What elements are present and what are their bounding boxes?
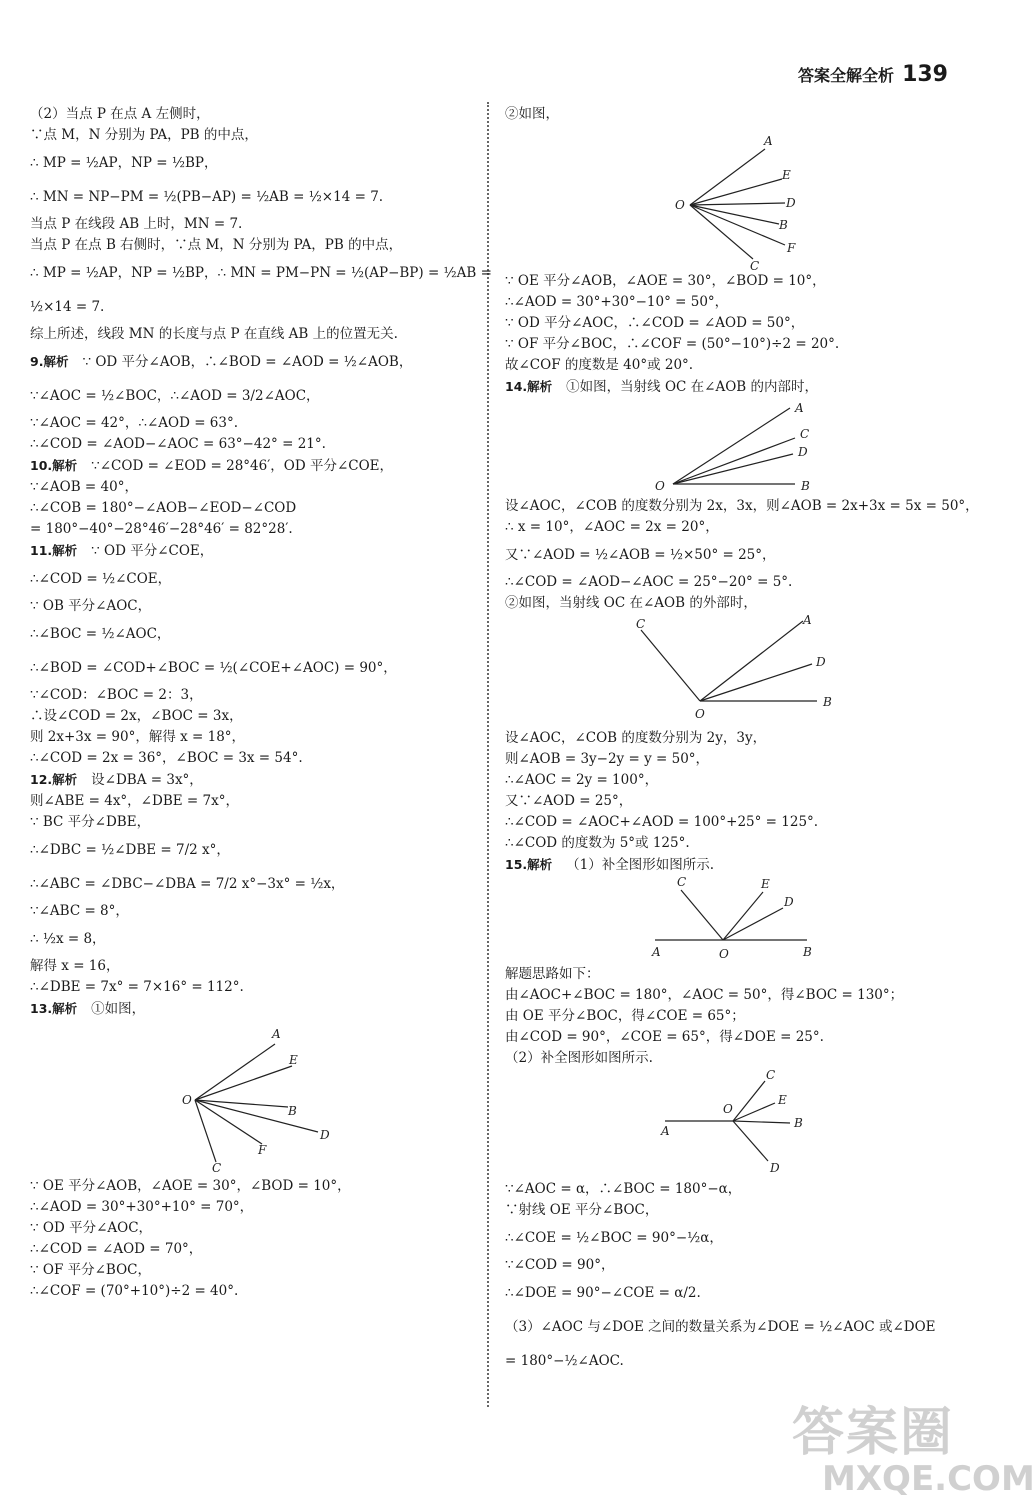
ray — [690, 149, 765, 205]
point-label: E — [782, 168, 791, 182]
text-line: 解题思路如下： — [505, 966, 600, 982]
text-line: 则∠ABE = 4x°，∠DBE = 7x°， — [30, 793, 239, 809]
text-line: （2）补全图形如图所示. — [505, 1050, 653, 1066]
header-title: 答案全解全析 — [798, 66, 895, 85]
text-line: ∴∠DBC = ½∠DBE = 7/2 x°， — [30, 842, 230, 858]
text-line: 综上所述，线段 MN 的长度与点 P 在直线 AB 上的位置无关. — [30, 326, 398, 342]
figure-q13-2 — [505, 127, 960, 273]
figure-q13-1 — [30, 1022, 480, 1175]
point-label: D — [320, 1128, 330, 1142]
text-line: ∴∠AOD = 30°+30°−10° = 50°， — [505, 294, 729, 310]
point-label: C — [677, 875, 687, 889]
point-label: E — [761, 877, 770, 891]
ray — [195, 1066, 292, 1100]
point-label: D — [786, 196, 796, 210]
text-line: = 180°−40°−28°46′−28°46′ = 82°28′. — [30, 521, 293, 537]
text-line: ½×14 = 7. — [30, 299, 105, 315]
text-line: ∵ OD 平分∠AOC，∴∠COD = ∠AOD = 50°， — [505, 315, 805, 331]
text-line: ∴ x = 10°，∠AOC = 2x = 20°， — [505, 519, 719, 535]
line-text: ∵ OD 平分∠AOB，∴∠BOD = ∠AOD = ½∠AOB， — [82, 354, 413, 370]
point-label: A — [661, 1124, 670, 1138]
text-line: = 180°−½∠AOC. — [505, 1353, 624, 1369]
line-text: ∵ OD 平分∠COE， — [91, 543, 214, 559]
text-line: 故∠COF 的度数是 40°或 20°. — [505, 357, 694, 373]
text-line: ∵∠AOC = ½∠BOC，∴∠AOD = 3/2∠AOC， — [30, 388, 320, 404]
point-label: E — [289, 1053, 298, 1067]
figure-q14-2 — [505, 613, 960, 724]
text-line: ∵∠AOC = α，∴∠BOC = 180°−α， — [505, 1181, 742, 1197]
point-label: F — [787, 241, 796, 255]
point-label: C — [636, 617, 646, 631]
point-label: B — [803, 945, 812, 959]
text-line: ②如图，当射线 OC 在∠AOB 的外部时， — [505, 595, 757, 611]
text-line: ∴∠COD 的度数为 5°或 125°. — [505, 835, 690, 851]
text-line — [30, 345, 480, 379]
text-line: ∴∠BOD = ∠COD+∠BOC = ½(∠COE+∠AOC) = 90°， — [30, 660, 397, 676]
line-text: （1）补全图形如图所示. — [566, 857, 715, 873]
text-line: 设∠AOC，∠COB 的度数分别为 2x，3x，则∠AOB = 2x+3x = 5x = 50°， — [505, 498, 979, 514]
ray — [700, 664, 812, 701]
text-line: ∵ OE 平分∠AOB，∠AOE = 30°，∠BOD = 10°， — [30, 1178, 351, 1194]
column-divider — [487, 102, 489, 1407]
point-label: A — [803, 613, 812, 627]
text-line — [30, 455, 480, 477]
ray — [690, 179, 782, 205]
text-line: ∴ MP = ½AP，NP = ½BP， — [30, 155, 218, 171]
text-line: ∵∠ABC = 8°， — [30, 903, 129, 919]
line-text: 设∠DBA = 3x°， — [91, 772, 203, 788]
text-line: ∵ OB 平分∠AOC， — [30, 598, 152, 614]
text-line: ∴∠AOD = 30°+30°+10° = 70°， — [30, 1199, 254, 1215]
text-line: ∴∠DBE = 7x° = 7×16° = 112°. — [30, 979, 244, 995]
line-text: ①如图，当射线 OC 在∠AOB 的内部时， — [566, 379, 818, 395]
point-label: D — [784, 895, 794, 909]
ray — [700, 621, 803, 701]
point-label: O — [719, 947, 729, 961]
figure-q15-1 — [505, 875, 960, 961]
text-line: ∵∠COD = 90°， — [505, 1257, 615, 1273]
text-line: ∵ OE 平分∠AOB，∠AOE = 30°，∠BOD = 10°， — [505, 273, 826, 289]
ray — [195, 1100, 216, 1162]
right-column — [505, 104, 979, 1378]
point-label: O — [723, 1102, 733, 1116]
text-line: 当点 P 在点 B 右侧时，∵点 M，N 分别为 PA，PB 的中点， — [30, 237, 403, 253]
question-label: 14.解析 — [505, 379, 553, 394]
point-label: B — [801, 479, 810, 493]
point-label: O — [675, 198, 685, 212]
text-line: ∴∠COD = 2x = 36°，∠BOC = 3x = 54°. — [30, 750, 303, 766]
point-label: D — [816, 655, 826, 669]
question-label: 12.解析 — [30, 772, 78, 787]
text-line: ∴∠ABC = ∠DBC−∠DBA = 7/2 x°−3x° = ½x， — [30, 876, 345, 892]
point-label: C — [750, 259, 760, 273]
text-line: ∴∠AOC = 2y = 100°， — [505, 772, 659, 788]
watermark-site: MXQE.COM — [822, 1459, 1035, 1499]
text-line: 则∠AOB = 3y−2y = y = 50°， — [505, 751, 710, 767]
text-line: ∵∠COD：∠BOC = 2：3， — [30, 687, 203, 703]
point-label: B — [794, 1116, 803, 1130]
line-text: ①如图， — [91, 1001, 146, 1017]
point-label: C — [212, 1161, 222, 1175]
ray — [733, 1081, 765, 1121]
ray — [673, 454, 793, 484]
point-label: D — [770, 1161, 780, 1175]
point-label: A — [652, 945, 661, 959]
ray — [690, 205, 785, 245]
text-line: ∴∠COE = ½∠BOC = 90°−½α， — [505, 1230, 723, 1246]
question-label: 13.解析 — [30, 1001, 78, 1016]
text-line: 又∵∠AOD = 25°， — [505, 793, 633, 809]
point-label: O — [695, 707, 705, 721]
watermark — [792, 1390, 1035, 1499]
text-line: 又∵∠AOD = ½∠AOB = ½×50° = 25°， — [505, 547, 776, 563]
text-line — [505, 854, 960, 876]
text-line: ∴ MP = ½AP，NP = ½BP，∴ MN = PM−PN = ½(AP−BP) = ½AB = — [30, 265, 492, 281]
ray — [681, 890, 723, 940]
left-column — [30, 104, 492, 1302]
text-line: 解得 x = 16， — [30, 958, 120, 974]
text-line: 设∠AOC，∠COB 的度数分别为 2y，3y， — [505, 730, 767, 746]
text-line: 由∠AOC+∠BOC = 180°，∠AOC = 50°，得∠BOC = 130°； — [505, 987, 904, 1003]
text-line: 当点 P 在线段 AB 上时，MN = 7. — [30, 216, 243, 232]
figure-q15-2 — [505, 1068, 960, 1175]
point-label: O — [655, 479, 665, 493]
ray — [690, 203, 785, 205]
point-label: E — [778, 1093, 787, 1107]
point-label: A — [272, 1027, 281, 1041]
point-label: B — [288, 1104, 297, 1118]
text-line: 由 OE 平分∠BOC，得∠COE = 65°； — [505, 1008, 745, 1024]
ray — [733, 1121, 768, 1161]
text-line: （2）当点 P 在点 A 左侧时， — [30, 106, 210, 122]
text-line: ∵∠AOC = 42°，∴∠AOD = 63°. — [30, 415, 239, 431]
point-label: F — [258, 1143, 267, 1157]
text-line: ∴∠COD = ∠AOD = 70°， — [30, 1241, 203, 1257]
ray — [690, 205, 753, 259]
text-line: ∴∠COD = ∠AOD−∠AOC = 25°−20° = 5°. — [505, 574, 793, 590]
text-line: ∴∠COF = (70°+10°)÷2 = 40°. — [30, 1283, 239, 1299]
page-header — [798, 62, 948, 87]
text-line: ∴设∠COD = 2x，∠BOC = 3x， — [30, 708, 243, 724]
text-line: ∴∠COD = ∠AOD−∠AOC = 63°−42° = 21°. — [30, 436, 326, 452]
question-label: 11.解析 — [30, 543, 78, 558]
text-line: ∴∠DOE = 90°−∠COE = α/2. — [505, 1285, 701, 1301]
figure-q14-1 — [505, 400, 960, 492]
text-line: ∵ OF 平分∠BOC，∴∠COF = (50°−10°)÷2 = 20°. — [505, 336, 840, 352]
text-line — [30, 998, 480, 1020]
text-line: ∴∠COD = ∠AOC+∠AOD = 100°+25° = 125°. — [505, 814, 819, 830]
text-line: ∵点 M，N 分别为 PA，PB 的中点， — [30, 127, 258, 143]
line-text: ∵∠COD = ∠EOD = 28°46′，OD 平分∠COE， — [91, 458, 394, 474]
ray — [641, 630, 700, 701]
ray — [723, 892, 763, 940]
question-label: 15.解析 — [505, 857, 553, 872]
text-line: ∵ OD 平分∠AOC， — [30, 1220, 153, 1236]
point-label: A — [764, 134, 773, 148]
text-line: ∵∠AOB = 40°， — [30, 479, 138, 495]
text-line: ∴ ½x = 8， — [30, 931, 106, 947]
ray — [733, 1121, 790, 1123]
point-label: B — [823, 695, 832, 709]
text-line: ②如图， — [505, 106, 559, 122]
text-line: ∵ OF 平分∠BOC， — [30, 1262, 151, 1278]
text-line — [30, 769, 480, 791]
text-line: ∴ MN = NP−PM = ½(PB−AP) = ½AB = ½×14 = 7. — [30, 189, 384, 205]
question-label: 9.解析 — [30, 354, 69, 369]
text-line — [505, 376, 960, 398]
point-label: A — [795, 401, 804, 415]
ray — [690, 205, 779, 224]
text-line: ∵ BC 平分∠DBE， — [30, 814, 151, 830]
text-line: （3）∠AOC 与∠DOE 之间的数量关系为∠DOE = ½∠AOC 或∠DOE — [505, 1319, 936, 1335]
text-line: 则 2x+3x = 90°，解得 x = 18°， — [30, 729, 246, 745]
point-label: C — [800, 427, 810, 441]
ray — [195, 1044, 275, 1100]
text-line: 由∠COD = 90°，∠COE = 65°，得∠DOE = 25°. — [505, 1029, 824, 1045]
point-label: D — [798, 445, 808, 459]
ray — [195, 1100, 262, 1144]
text-line: ∴∠COB = 180°−∠AOB−∠EOD−∠COD — [30, 500, 297, 516]
watermark-logo: 答案圈 — [792, 1403, 955, 1463]
page-number: 139 — [902, 62, 948, 87]
question-label: 10.解析 — [30, 458, 78, 473]
ray — [723, 908, 783, 940]
text-line: ∴∠BOC = ½∠AOC， — [30, 626, 171, 642]
text-line: ∴∠COD = ½∠COE， — [30, 571, 172, 587]
ray — [733, 1103, 775, 1121]
point-label: C — [766, 1068, 776, 1082]
text-line — [30, 540, 480, 562]
point-label: B — [779, 218, 788, 232]
text-line: ∵射线 OE 平分∠BOC， — [505, 1202, 659, 1218]
point-label: O — [182, 1093, 192, 1107]
